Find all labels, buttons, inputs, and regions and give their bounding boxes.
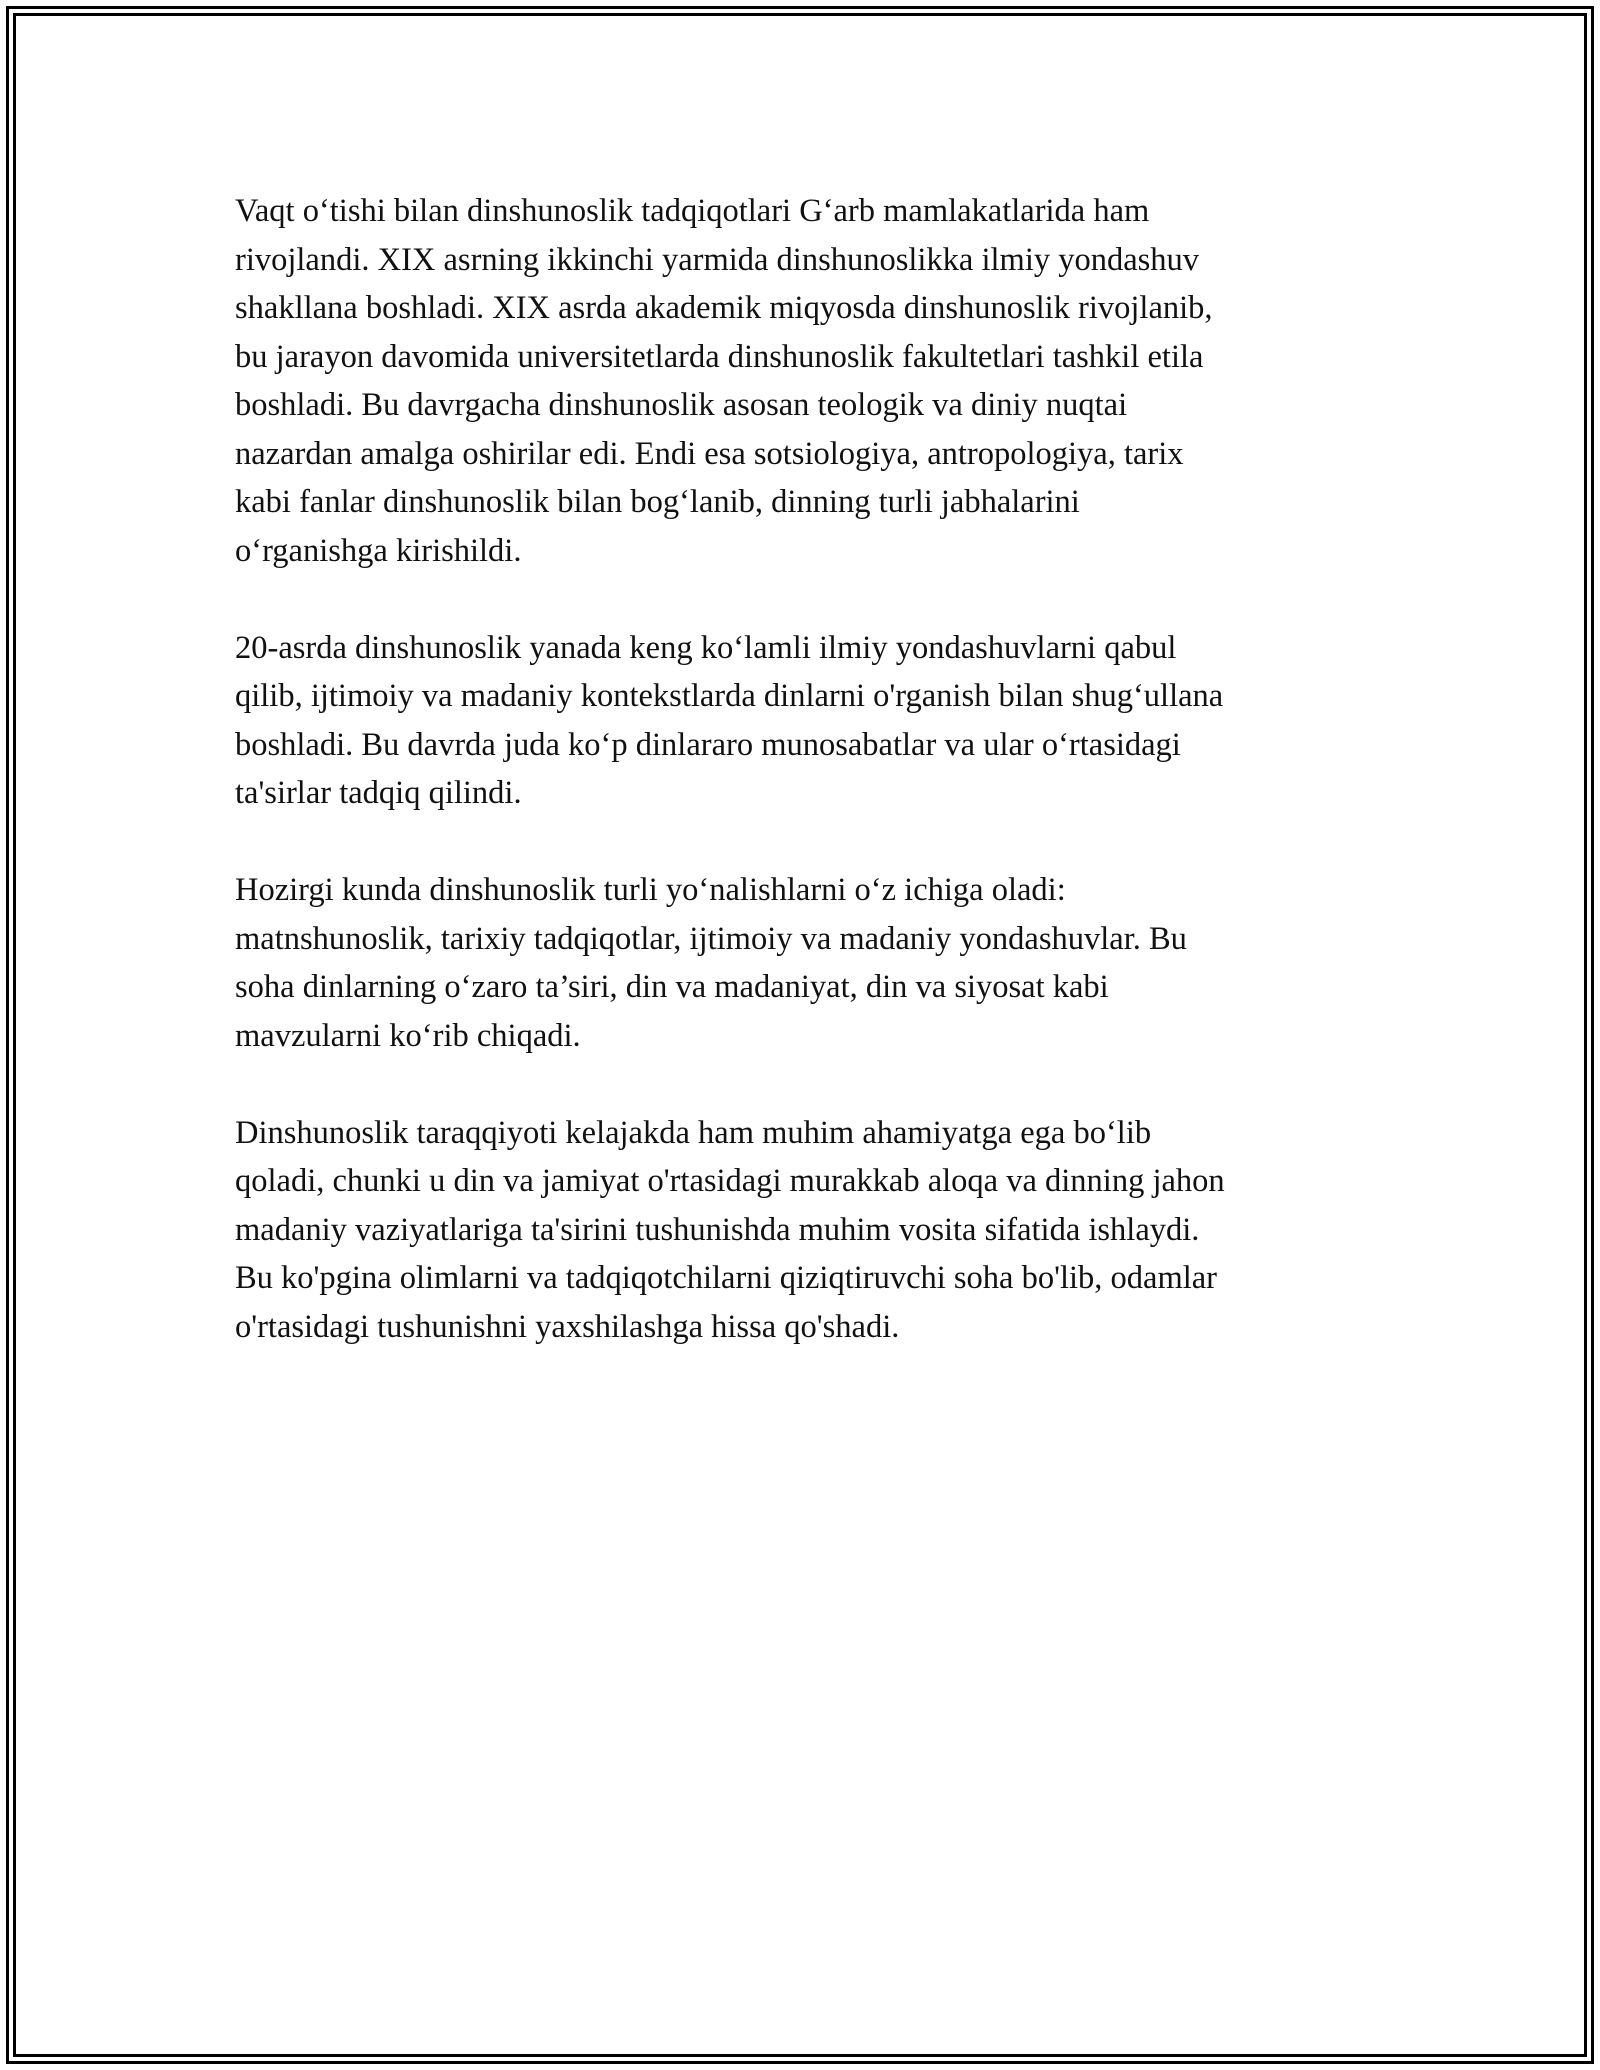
- paragraph-4: Dinshunoslik taraqqiyoti kelajakda ham muhim ahamiyatga ega bo‘lib qoladi, chunki u din va jamiyat o'rtasidagi murakkab aloqa va dinning jahon madaniy vaziyatlariga ta'sirini tushunishda muhim vosita sifatida ishlaydi. Bu ko'pgina olimlarni va tadqiqotchilarni qiziqtiruvchi soha bo'lib, odamlar o'rtasidagi tushunishni yaxshilashga hissa qo'shadi.: [235, 1114, 1225, 1345]
- paragraph-3: Hozirgi kunda dinshunoslik turli yo‘nalishlarni o‘z ichiga oladi: matnshunoslik, tarixiy tadqiqotlar, ijtimoiy va madaniy yondashuvlar. Bu soha dinlarning o‘zaro ta’siri, din va madaniyat, din va siyosat kabi mavzularni ko‘rib chiqadi.: [235, 872, 1187, 1054]
- paragraph-2: 20-asrda dinshunoslik yanada keng ko‘lamli ilmiy yondashuvlarni qabul qilib, ijtimoiy va madaniy kontekstlarda dinlarni o'rganish bilan shug‘ullana boshladi. Bu davrda juda ko‘p dinlararo munosabatlar va ular o‘rtasidagi ta'sirlar tadqiq qilindi.: [235, 629, 1224, 811]
- document-body: [235, 187, 1365, 1400]
- paragraph-1: Vaqt o‘tishi bilan dinshunoslik tadqiqotlari G‘arb mamlakatlarida ham rivojlandi. XIX asrning ikkinchi yarmida dinshunoslikka ilmiy yondashuv shakllana boshladi. XIX asrda akademik miqyosda dinshunoslik rivojlanib, bu jarayon davomida universitetlarda dinshunoslik fakultetlari tashkil etila boshladi. Bu davrgacha dinshunoslik asosan teologik va diniy nuqtai nazardan amalga oshirilar edi. Endi esa sotsiologiya, antropologiya, tarix kabi fanlar dinshunoslik bilan bog‘lanib, dinning turli jabhalarini o‘rganishga kirishildi.: [235, 193, 1213, 569]
